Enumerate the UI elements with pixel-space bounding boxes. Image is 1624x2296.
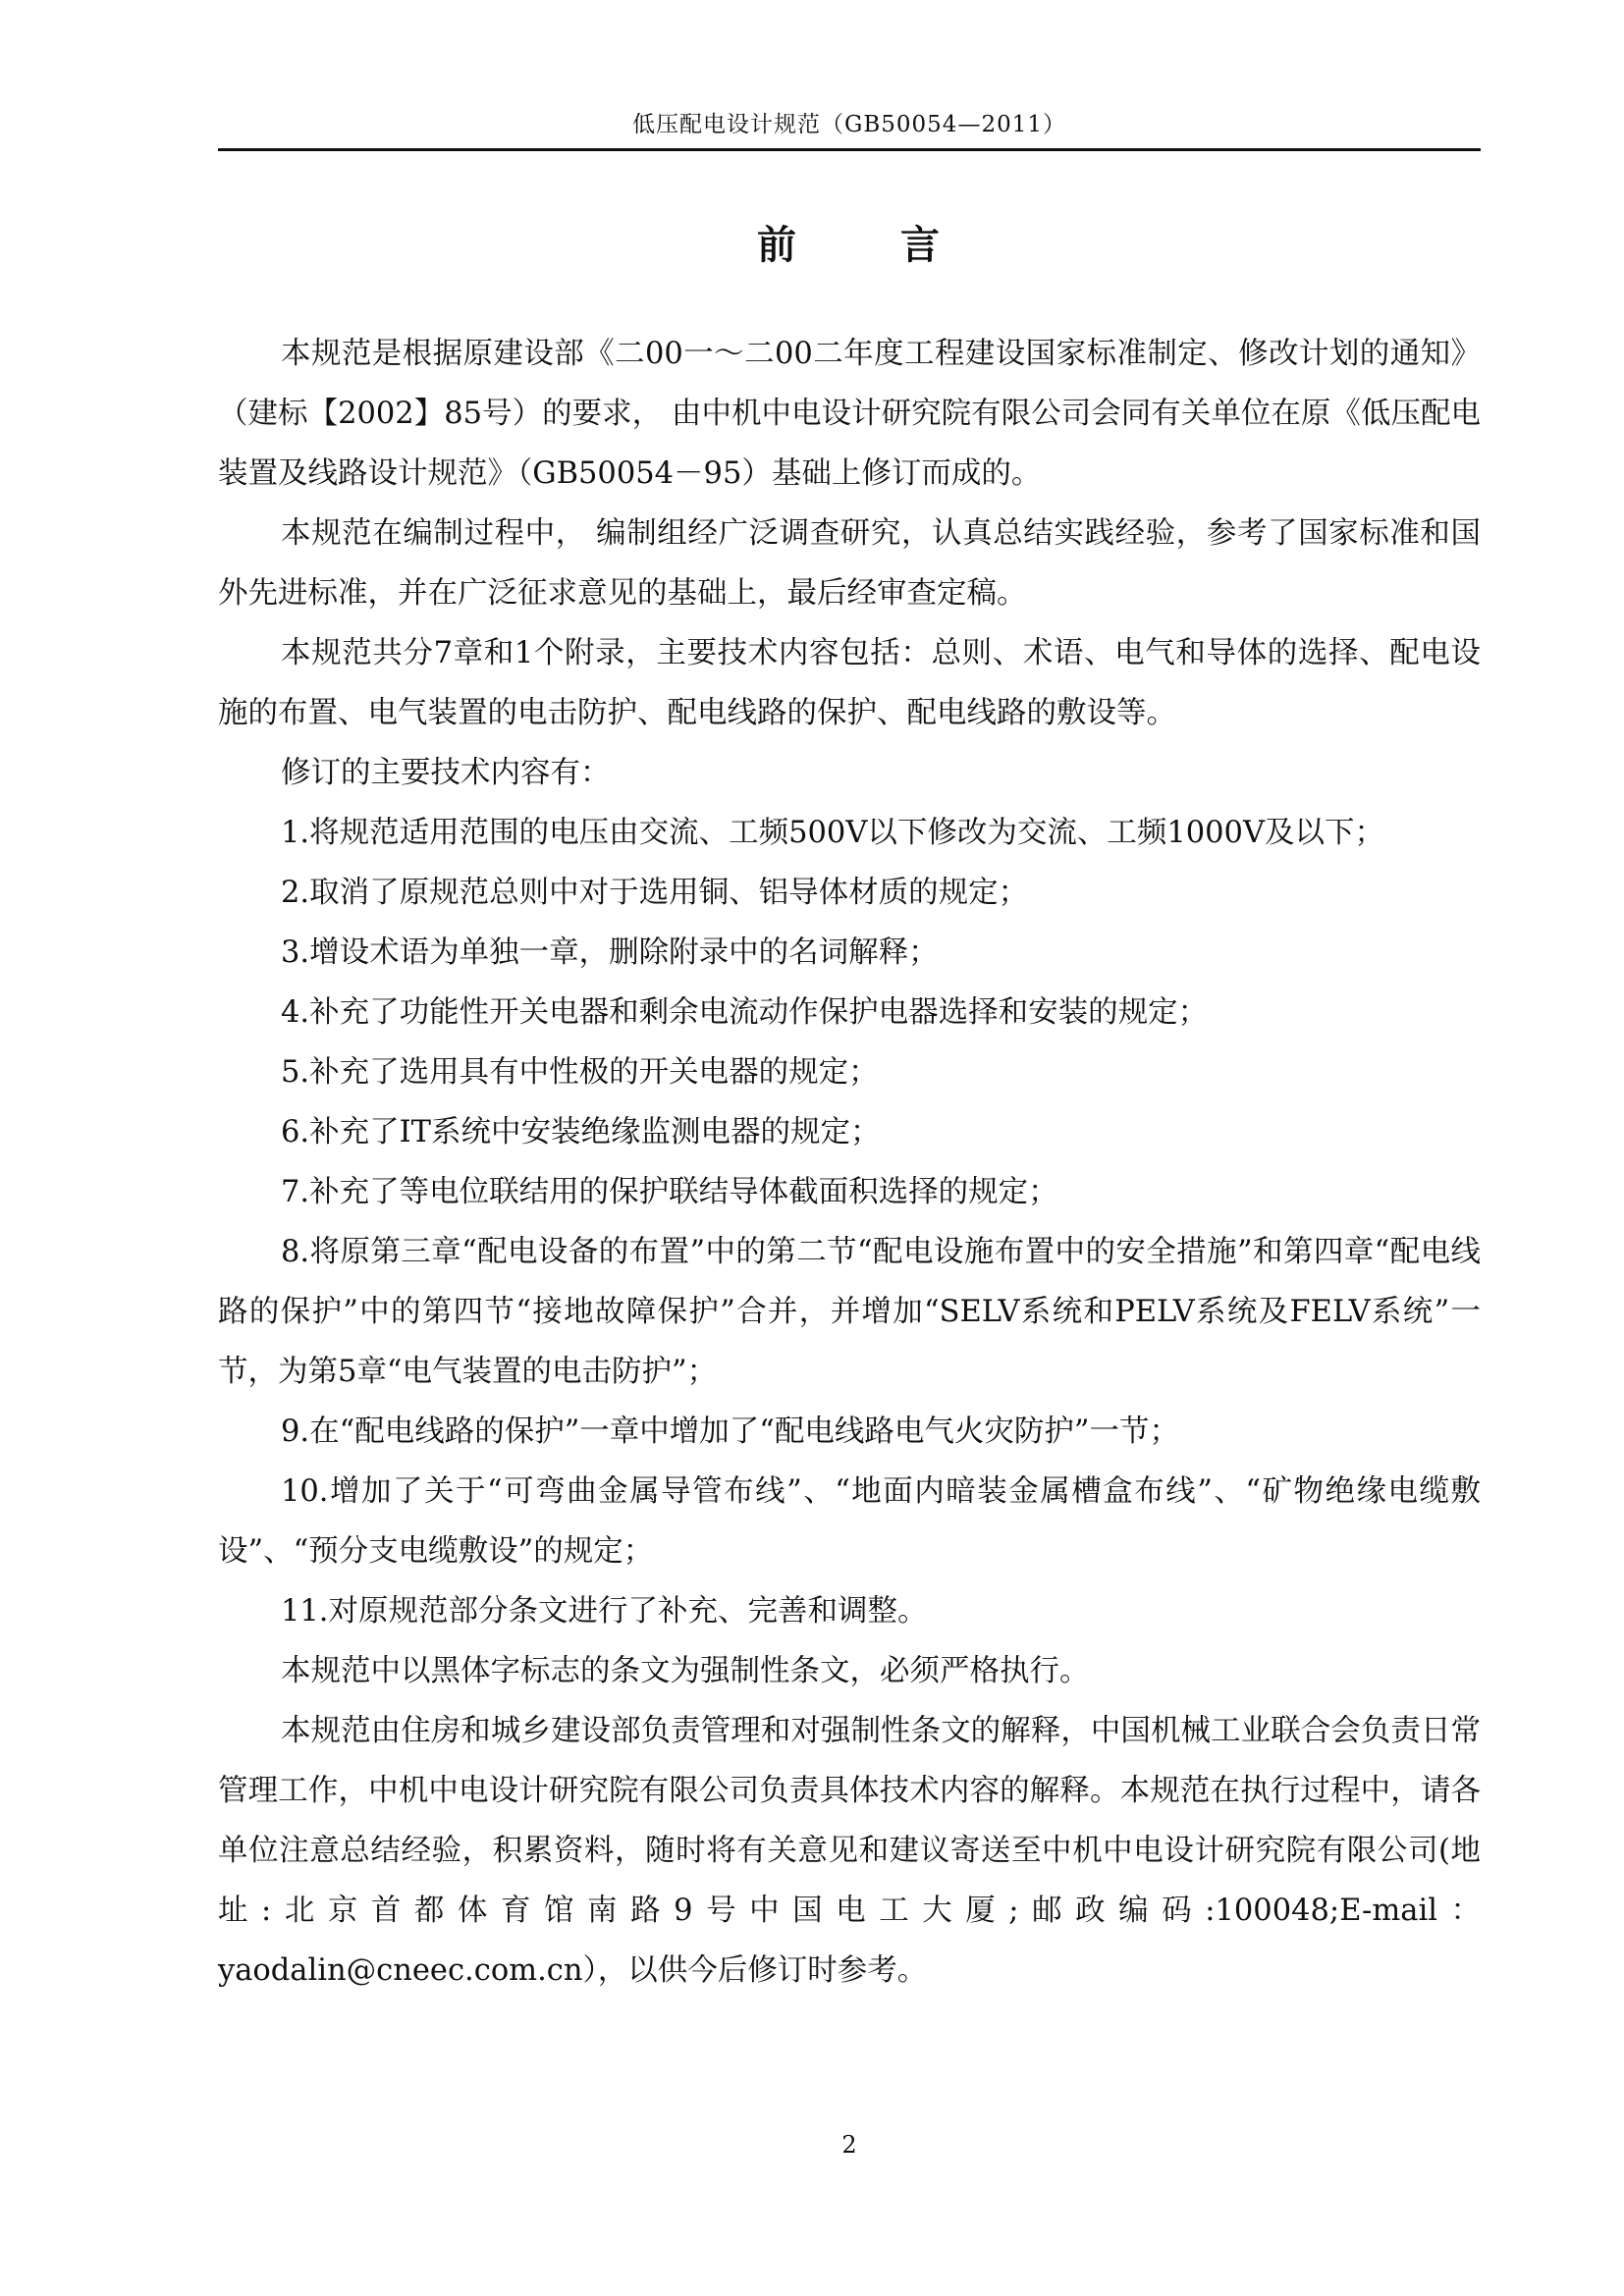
revision-item-3: 3.增设术语为单独一章，删除附录中的名词解释； — [281, 935, 939, 970]
header-rule — [218, 148, 1481, 151]
revision-item-1: 1.将规范适用范围的电压由交流、工频500V以下修改为交流、工频1000V及以下； — [281, 816, 1384, 850]
paragraph-administration: 本规范由住房和城乡建设部负责管理和对强制性条文的解释，中国机械工业联合会负责日常管理工作，中机中电设计研究院有限公司负责具体技术内容的解释。本规范在执行过程中，请各单位注意总结经验，积累资料，随时将有关意见和建议寄送至中机中电设计研究院有限公司(地址:北京首都体育馆南路9号中国电工大厦;邮政编码:100048;E-mail：yaodalin@cneec.com.cn），以供今后修订时参考。 — [218, 1714, 1481, 1988]
revision-item-10: 10.增加了关于“可弯曲金属导管布线”、“地面内暗装金属槽盒布线”、“矿物绝缘电缆敷设”、“预分支电缆敷设”的规定； — [218, 1474, 1481, 1569]
paragraph-mandatory: 本规范中以黑体字标志的条文为强制性条文，必须严格执行。 — [281, 1654, 1090, 1688]
revision-item-2: 2.取消了原规范总则中对于选用铜、铝导体材质的规定； — [281, 876, 1029, 910]
page-number: 2 — [841, 2131, 857, 2159]
revision-item-5: 5.补充了选用具有中性极的开关电器的规定； — [281, 1055, 879, 1090]
revision-item-11: 11.对原规范部分条文进行了补充、完善和调整。 — [281, 1594, 928, 1629]
revision-item-4: 4.补充了功能性开关电器和剩余电流动作保护电器选择和安装的规定； — [281, 995, 1209, 1030]
section-title-char-2: 言 — [900, 223, 942, 268]
paragraph-revision-intro: 修订的主要技术内容有： — [281, 756, 611, 790]
revision-item-8: 8.将原第三章“配电设备的布置”中的第二节“配电设施布置中的安全措施”和第四章“配电线路的保护”中的第四节“接地故障保护”合并，并增加“SELV系统和PELV系统及FELV系统”一节，为第5章“电气装置的电击防护”； — [218, 1235, 1481, 1389]
section-title-char-1: 前 — [757, 223, 798, 268]
revision-item-6: 6.补充了IT系统中安装绝缘监测电器的规定； — [281, 1115, 881, 1149]
running-header: 低压配电设计规范（GB50054—2011） — [632, 112, 1066, 137]
revision-item-9: 9.在“配电线路的保护”一章中增加了“配电线路电气火灾防护”一节； — [281, 1415, 1179, 1449]
paragraph-contents: 本规范共分7章和1个附录，主要技术内容包括：总则、术语、电气和导体的选择、配电设施的布置、电气装置的电击防护、配电线路的保护、配电线路的敷设等。 — [218, 636, 1481, 730]
section-title — [218, 218, 1481, 273]
body-text — [218, 324, 1481, 2001]
revision-item-7: 7.补充了等电位联结用的保护联结导体截面积选择的规定； — [281, 1175, 1058, 1209]
paragraph-basis: 本规范是根据原建设部《二00一～二00二年度工程建设国家标准制定、修改计划的通知》（建标【2002】85号）的要求， 由中机中电设计研究院有限公司会同有关单位在原《低压配电装置及线路设计规范》（GB50054－95）基础上修订而成的。 — [218, 337, 1481, 491]
paragraph-process: 本规范在编制过程中， 编制组经广泛调查研究，认真总结实践经验，参考了国家标准和国外先进标准，并在广泛征求意见的基础上，最后经审查定稿。 — [218, 516, 1481, 611]
